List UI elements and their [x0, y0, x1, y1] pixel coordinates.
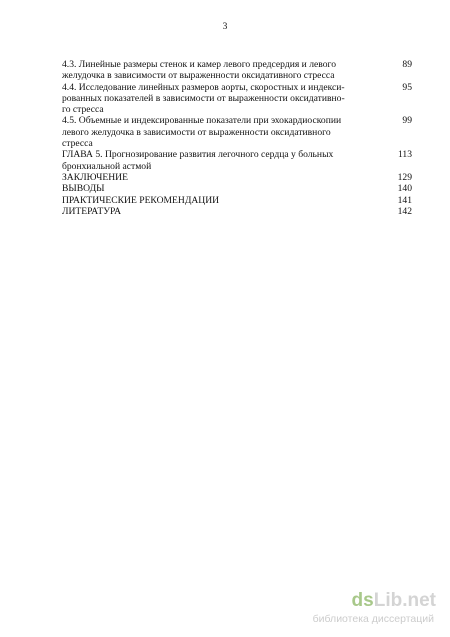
toc-entry-page: 129 — [397, 171, 412, 183]
watermark-logo-lib: Lib — [373, 590, 403, 611]
toc-entry-page: 140 — [397, 183, 412, 195]
toc-entry-page: 95 — [402, 81, 412, 93]
toc-entry-page: 142 — [397, 205, 412, 217]
watermark — [266, 590, 436, 630]
toc-entry-title: 4.5. Объемные и индексированные показатели при эхокардиоскопии левого желудочка в зависимости от выраженности оксидативного стресса — [62, 115, 342, 150]
toc-entry-title: 4.4. Исследование линейных размеров аорты, скоростных и индекси- рованных показателей в зависимости от выраженности оксидативно- го стресса — [62, 81, 345, 116]
toc-entry-findings — [62, 183, 412, 194]
toc-entry-page: 89 — [402, 59, 412, 70]
toc-entry-4-4 — [62, 82, 412, 116]
page-number: 3 — [222, 22, 228, 32]
watermark-logo — [352, 590, 436, 612]
toc-entry-4-3 — [62, 59, 412, 82]
toc-entry-conclusion — [62, 172, 412, 183]
toc-entry-chapter-5 — [62, 149, 412, 172]
toc-entry-title: ГЛАВА 5. Прогнозирование развития легочного сердца у больных бронхиальной астмой — [62, 149, 334, 172]
toc-entry-literature — [62, 206, 412, 217]
watermark-caption: библиотека диссертаций — [312, 613, 434, 625]
toc-entry-recommendations — [62, 195, 412, 206]
toc-entry-page: 141 — [397, 194, 412, 206]
table-of-contents — [62, 59, 412, 217]
toc-entry-page: 99 — [402, 115, 412, 127]
toc-entry-title: 4.3. Линейные размеры стенок и камер левого предсердия и левого желудочка в зависимости от выраженности оксидативного стресса — [62, 59, 337, 82]
toc-entry-page: 113 — [397, 149, 412, 161]
watermark-logo-ds: ds — [351, 590, 374, 611]
toc-entry-title: ЗАКЛЮЧЕНИЕ — [62, 171, 128, 183]
toc-entry-title: ПРАКТИЧЕСКИЕ РЕКОМЕНДАЦИИ — [62, 194, 220, 206]
toc-entry-title: ЛИТЕРАТУРА — [62, 205, 122, 217]
toc-entry-4-5 — [62, 115, 412, 149]
toc-entry-title: ВЫВОДЫ — [62, 183, 105, 195]
watermark-logo-net: .net — [402, 590, 436, 611]
